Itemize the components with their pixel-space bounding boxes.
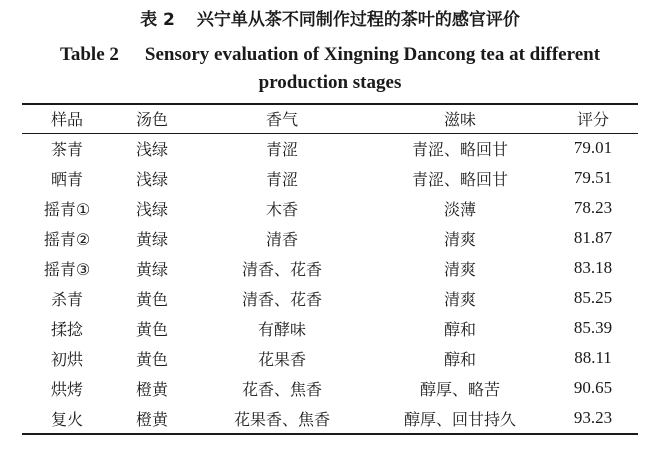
cell-score: 93.23 — [573, 408, 613, 427]
header-aroma: 香气 — [265, 110, 298, 129]
sensory-evaluation-table — [22, 104, 638, 433]
table-title-en-line2: production stages — [258, 72, 402, 93]
cell-taste: 淡薄 — [443, 199, 476, 219]
cell-taste: 青涩、略回甘 — [411, 139, 508, 159]
cell-sample: 茶青 — [50, 139, 83, 159]
cell-sample: 摇青① — [43, 199, 91, 219]
header-taste: 滋味 — [443, 110, 476, 129]
table-row — [22, 223, 638, 253]
cell-liquor-color: 黄色 — [135, 349, 168, 369]
cell-taste: 清爽 — [443, 259, 476, 279]
cell-aroma: 清香 — [265, 229, 298, 249]
cell-liquor-color: 黄绿 — [135, 229, 168, 249]
header-score: 评分 — [576, 110, 609, 129]
cell-liquor-color: 橙黄 — [135, 409, 168, 429]
cell-aroma: 花香、焦香 — [241, 379, 322, 399]
table-row — [22, 133, 638, 163]
cell-liquor-color: 黄绿 — [135, 259, 168, 279]
table-caption-zh — [0, 9, 660, 31]
table-row — [22, 163, 638, 193]
cell-score: 85.39 — [573, 318, 613, 337]
cell-score: 78.23 — [573, 198, 613, 217]
cell-taste: 醇厚、回甘持久 — [403, 409, 516, 429]
cell-score: 83.18 — [573, 258, 613, 277]
cell-aroma: 清香、花香 — [241, 259, 322, 279]
cell-sample: 揉捻 — [50, 319, 83, 339]
cell-aroma: 清香、花香 — [241, 289, 322, 309]
cell-aroma: 有酵味 — [257, 319, 306, 339]
cell-sample: 摇青② — [43, 229, 91, 249]
cell-score: 79.51 — [573, 168, 613, 187]
cell-liquor-color: 黄色 — [135, 319, 168, 339]
cell-score: 85.25 — [573, 288, 613, 307]
cell-score: 81.87 — [573, 228, 613, 247]
header-sample: 样品 — [50, 110, 83, 129]
cell-aroma: 花果香 — [257, 349, 306, 369]
table-header — [22, 104, 638, 133]
cell-liquor-color: 浅绿 — [135, 169, 168, 189]
header-liquor-color: 汤色 — [135, 110, 168, 129]
cell-liquor-color: 橙黄 — [135, 379, 168, 399]
cell-sample: 初烘 — [50, 349, 83, 369]
table-title-zh: 兴宁单从茶不同制作过程的茶叶的感官评价 — [196, 10, 520, 30]
cell-score: 79.01 — [573, 138, 613, 157]
table-caption-en — [0, 41, 660, 97]
cell-sample: 复火 — [50, 409, 83, 429]
table-title-en-line1: Sensory evaluation of Xingning Dancong tea at different — [144, 44, 601, 65]
cell-taste: 醇厚、略苦 — [419, 379, 500, 399]
cell-taste: 清爽 — [443, 289, 476, 309]
cell-aroma: 花果香、焦香 — [233, 409, 330, 429]
cell-liquor-color: 浅绿 — [135, 139, 168, 159]
table-row — [22, 403, 638, 433]
cell-aroma: 青涩 — [265, 169, 298, 189]
cell-taste: 醇和 — [443, 349, 476, 369]
header-row — [22, 104, 638, 133]
table-row — [22, 373, 638, 403]
table-label-en: Table 2 — [59, 44, 119, 65]
cell-sample: 晒青 — [50, 169, 83, 189]
table-label-zh: 表 2 — [140, 10, 175, 30]
cell-aroma: 木香 — [265, 199, 298, 219]
cell-liquor-color: 黄色 — [135, 289, 168, 309]
table-row — [22, 343, 638, 373]
cell-taste: 青涩、略回甘 — [411, 169, 508, 189]
cell-taste: 醇和 — [443, 319, 476, 339]
cell-sample: 杀青 — [50, 289, 83, 309]
cell-liquor-color: 浅绿 — [135, 199, 168, 219]
cell-aroma: 青涩 — [265, 139, 298, 159]
table-bottom-rule — [22, 433, 638, 435]
cell-sample: 烘烤 — [50, 379, 83, 399]
cell-score: 90.65 — [573, 378, 613, 397]
table-row — [22, 313, 638, 343]
cell-score: 88.11 — [574, 348, 612, 367]
cell-sample: 摇青③ — [43, 259, 91, 279]
table-row — [22, 193, 638, 223]
cell-taste: 清爽 — [443, 229, 476, 249]
table-row — [22, 283, 638, 313]
table-body — [22, 133, 638, 433]
table-row — [22, 253, 638, 283]
